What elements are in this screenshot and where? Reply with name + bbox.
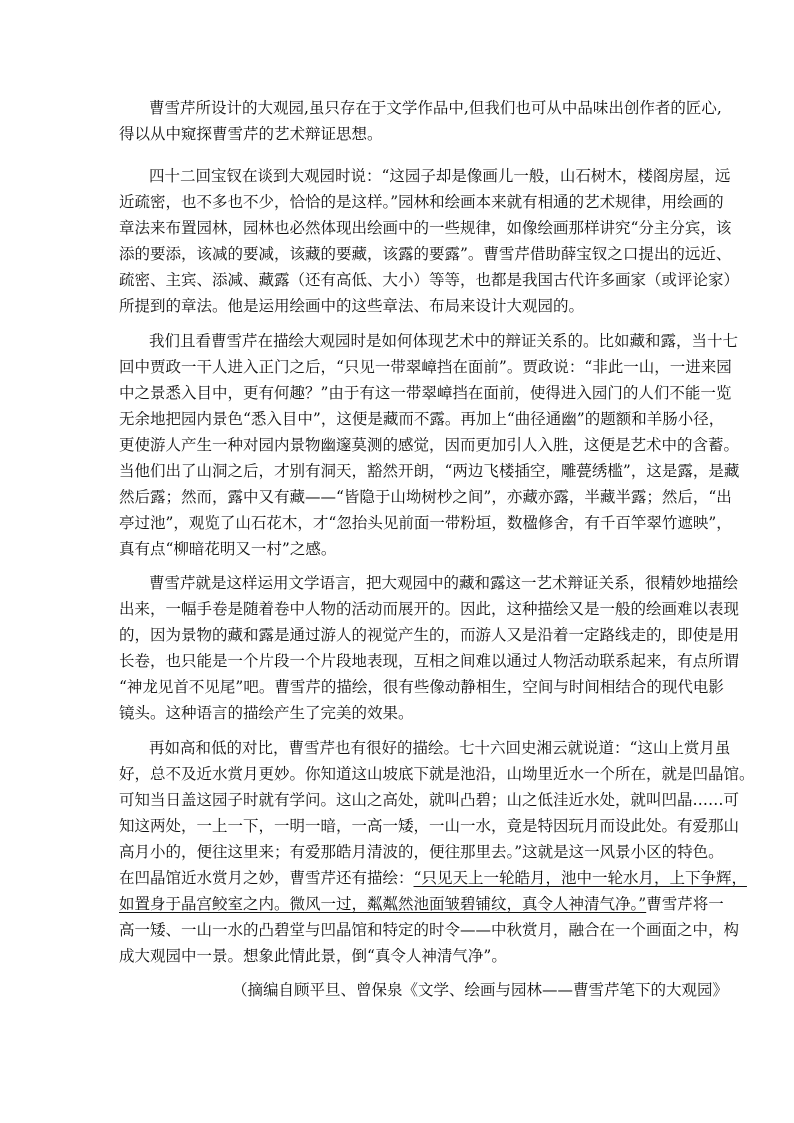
paragraph-1 <box>119 95 722 147</box>
text-line: 得以从中窥探曹雪芹的艺术辩证思想。 <box>119 125 383 143</box>
text-line: 曹雪芹所设计的大观园,虽只存在于文学作品中,但我们也可从中品味出创作者的匠心, <box>149 99 722 117</box>
plain-text: 在凹晶馆近水赏月之妙，曹雪芹还有描绘： <box>119 869 414 887</box>
text-line: 长卷，也只能是一个片段一个片段地表现，互相之间难以通过人物活动联系起来，有点所谓 <box>119 652 740 670</box>
text-line: 添的要添，该减的要减，该藏的要藏，该露的要露”。曹雪芹借助薛宝钗之口提出的远近、 <box>119 245 732 263</box>
underlined-quote: 如置身于晶宫鲛室之内。微风一过，粼粼然池面皱碧铺纹，真令人神清气净。” <box>119 895 647 913</box>
text-line: 疏密、主宾、添减、藏露（还有高低、大小）等等，也都是我国古代许多画家（或评论家） <box>119 271 740 289</box>
text-line-mixed <box>119 891 724 917</box>
text-line: 中之景悉入目中，更有何趣？”由于有这一带翠嶂挡在面前，使得进入园门的人们不能一览 <box>119 384 732 402</box>
text-line: 曹雪芹就是这样运用文学语言，把大观园中的藏和露这一艺术辩证关系，很精妙地描绘 <box>149 574 739 592</box>
text-line: 更使游人产生一种对园内景物幽邃莫测的感觉，因而更加引人入胜，这便是艺术中的含蓄。 <box>119 436 740 454</box>
underlined-quote: “只见天上一轮皓月，池中一轮水月，上下争辉， <box>413 869 747 887</box>
text-line: 无余地把园内景色“悉入目中”，这便是藏而不露。再加上“曲径通幽”的题额和羊肠小径， <box>119 410 725 428</box>
paragraph-2 <box>119 163 740 319</box>
text-line: 好，总不及近水赏月更妙。你知道这山坡底下就是池沿，山坳里近水一个所在，就是凹晶馆。 <box>119 765 755 783</box>
text-line: “神龙见首不见尾”吧。曹雪芹的描绘，很有些像动静相生，空间与时间相结合的现代电影 <box>119 678 724 696</box>
text-line: 出来，一幅手卷是随着卷中人物的活动而展开的。因此，这种描绘又是一般的绘画难以表现 <box>119 600 740 618</box>
source-credit: （摘编自顾平旦、曾保泉《文学、绘画与园林——曹雪芹笔下的大观园》 <box>232 981 729 999</box>
text-line: 知这两处，一上一下，一明一暗，一高一矮，一山一水，竟是特因玩月而设此处。有爱那山 <box>119 817 740 835</box>
plain-text: 曹雪芹将一 <box>646 895 724 913</box>
text-line: 当他们出了山洞之后，才别有洞天，豁然开朗，“两边飞楼插空，雕甍绣槛”，这是露，是藏 <box>119 462 740 480</box>
paragraph-5 <box>119 735 755 969</box>
text-line: 所提到的章法。他是运用绘画中的这些章法、布局来设计大观园的。 <box>119 297 585 315</box>
text-line: 镜头。这种语言的描绘产生了完美的效果。 <box>119 704 414 722</box>
text-line: 高月小的，便往这里来；有爱那皓月清波的，便往那里去。”这就是这一风景小区的特色。 <box>119 843 724 861</box>
text-line: 然后露；然而，露中又有藏——“皆隐于山坳树杪之间”，亦藏亦露，半藏半露；然后，“出 <box>119 488 732 506</box>
text-line: 章法来布置园林，园林也必然体现出绘画中的一些规律，如像绘画那样讲究“分主分宾，该 <box>119 219 732 237</box>
text-line: 近疏密，也不多也不少，恰恰的是这样。”园林和绘画本来就有相通的艺术规律，用绘画的 <box>119 193 724 211</box>
text-line: 成大观园中一景。想象此情此景，倒“真令人神清气净”。 <box>119 947 507 965</box>
text-line: 回中贾政一干人进入正门之后，“只见一带翠嶂挡在面前”。贾政说：“非此一山，一进来园 <box>119 358 732 376</box>
text-line: 亭过池”，观览了山石花木，才“忽抬头见前面一带粉垣，数楹修舍，有千百竿翠竹遮映”， <box>119 514 732 532</box>
text-line: 再如高和低的对比，曹雪芹也有很好的描绘。七十六回史湘云就说道：“这山上赏月虽 <box>149 739 731 757</box>
paragraph-4 <box>119 570 740 726</box>
text-line: 的，因为景物的藏和露是通过游人的视觉产生的，而游人又是沿着一定路线走的，即使是用 <box>119 626 740 644</box>
text-line: 可知当日盖这园子时就有学问。这山之高处，就叫凸碧；山之低洼近水处，就叫凹晶……可 <box>119 791 740 809</box>
text-line: 高一矮、一山一水的凸碧堂与凹晶馆和特定的时令——中秋赏月，融合在一个画面之中，构 <box>119 921 740 939</box>
text-line: 我们且看曹雪芹在描绘大观园时是如何体现艺术中的辩证关系的。比如藏和露，当十七 <box>149 332 739 350</box>
text-line-mixed <box>119 865 747 891</box>
paragraph-3 <box>119 328 740 562</box>
text-line: 四十二回宝钗在谈到大观园时说：“这园子却是像画儿一般，山石树木，楼阁房屋，远 <box>149 167 731 185</box>
text-line: 真有点“柳暗花明又一村”之感。 <box>119 540 337 558</box>
